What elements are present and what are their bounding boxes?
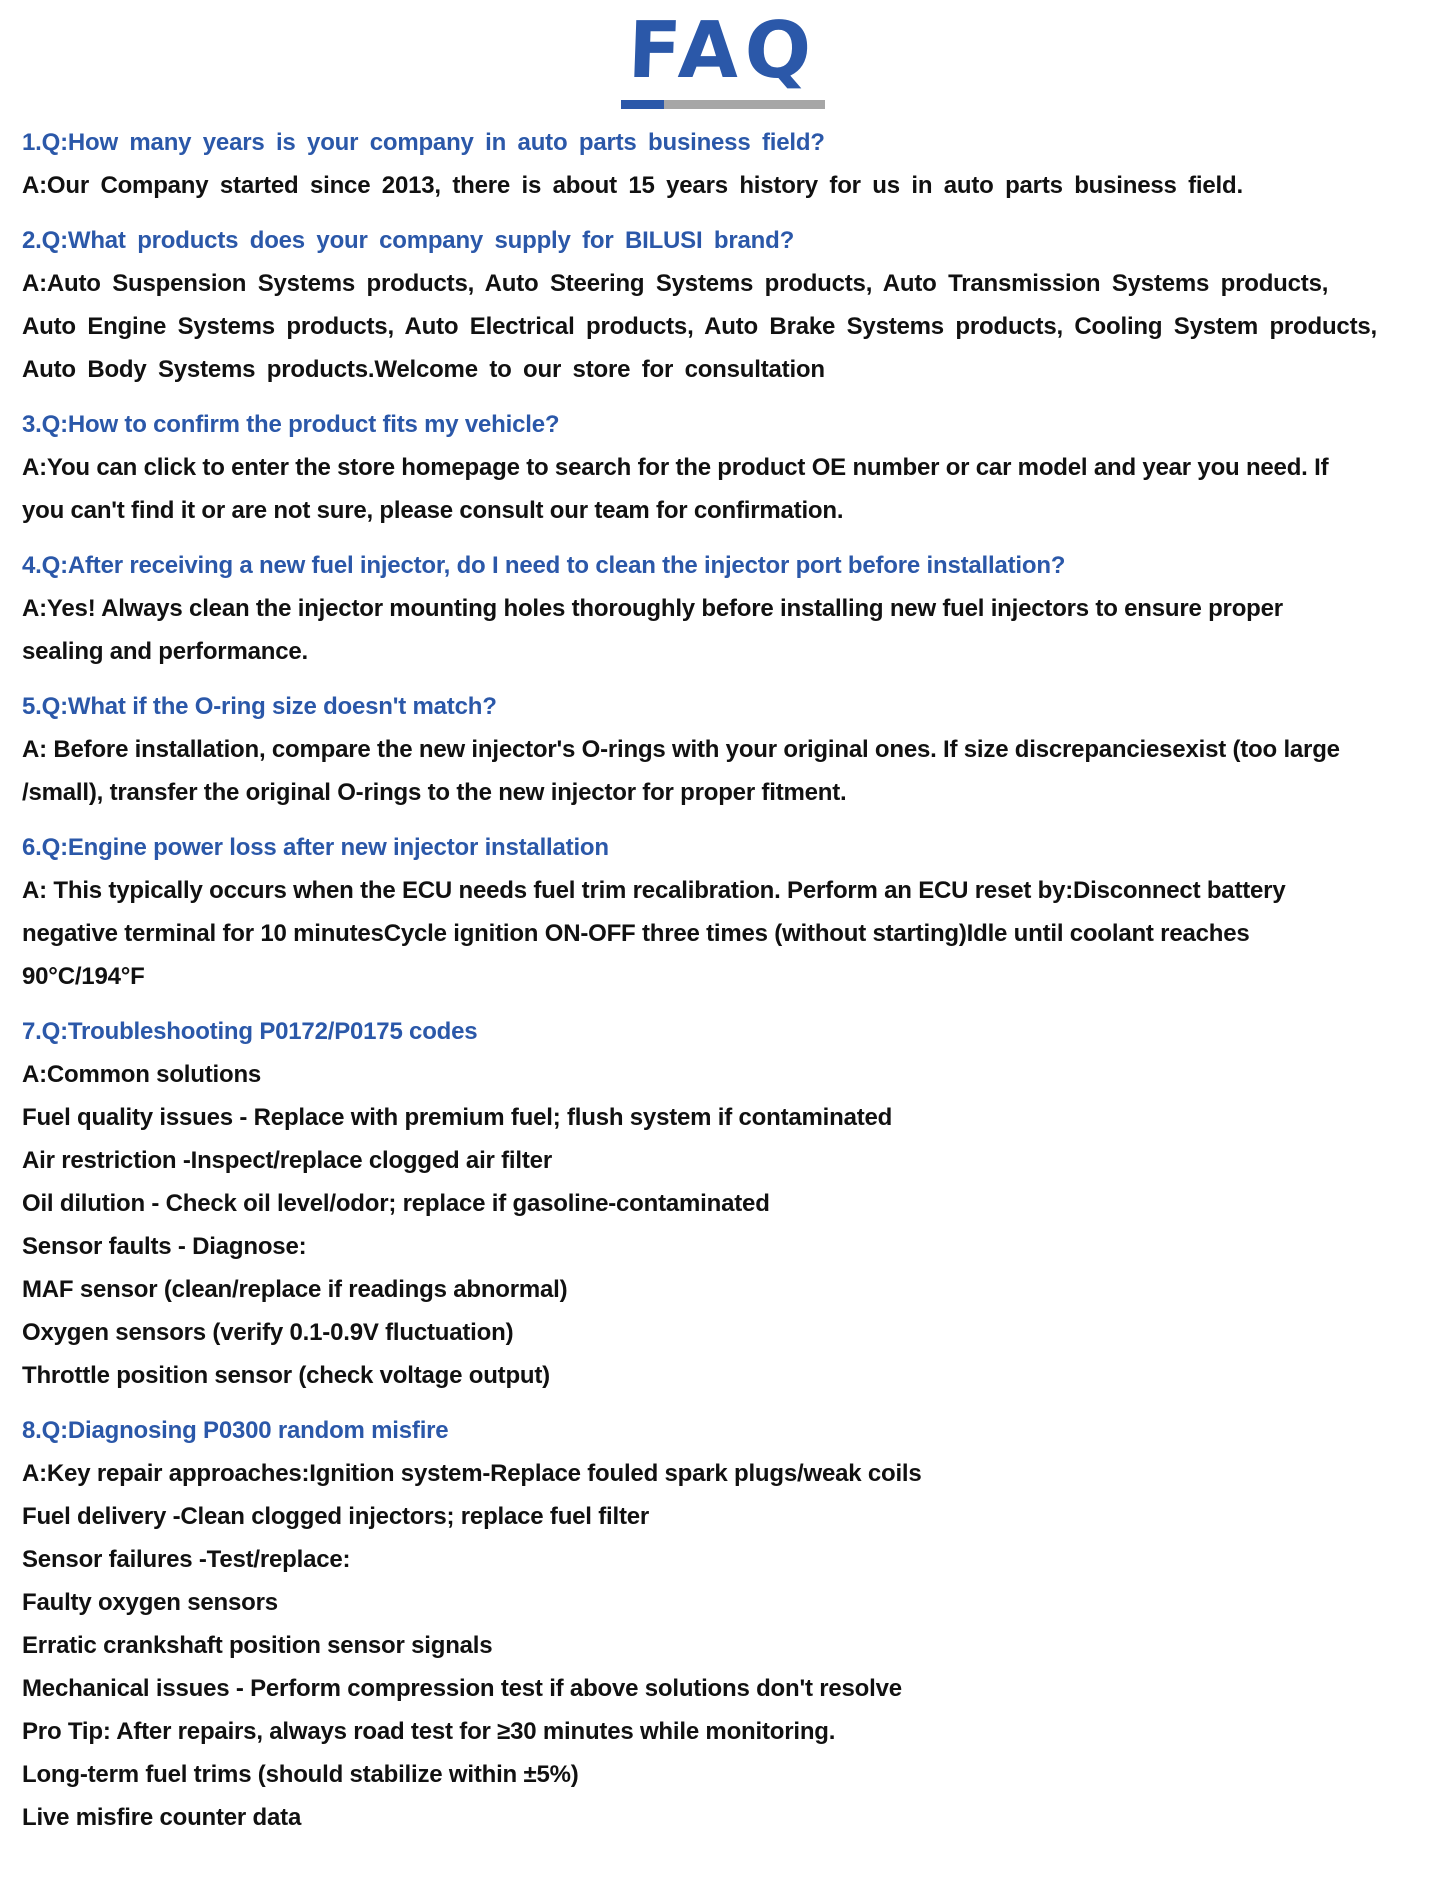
answer-line: Throttle position sensor (check voltage output) bbox=[22, 1362, 550, 1389]
page-title: FAQ bbox=[626, 6, 819, 96]
question-text: 6.Q:Engine power loss after new injector installation bbox=[22, 834, 609, 861]
question-text: 1.Q:How many years is your company in auto parts business field? bbox=[22, 129, 825, 156]
answer-line: negative terminal for 10 minutesCycle ignition ON-OFF three times (without starting)Idle until coolant reaches bbox=[22, 920, 1250, 947]
answer-line: Air restriction -Inspect/replace clogged air filter bbox=[22, 1147, 552, 1174]
faq-item bbox=[22, 403, 1425, 532]
divider-accent-segment bbox=[621, 100, 664, 109]
question-text: 4.Q:After receiving a new fuel injector, do I need to clean the injector port before installation? bbox=[22, 552, 1066, 579]
faq-header bbox=[0, 0, 1445, 109]
answer-line: Sensor faults - Diagnose: bbox=[22, 1233, 307, 1260]
faq-list bbox=[0, 109, 1445, 1839]
answer-line: A: Before installation, compare the new injector's O-rings with your original ones. If size discrepanciesexist (too large bbox=[22, 736, 1340, 763]
faq-item bbox=[22, 685, 1425, 814]
faq-item bbox=[22, 826, 1425, 998]
faq-item bbox=[22, 1010, 1425, 1397]
answer-line: Faulty oxygen sensors bbox=[22, 1589, 278, 1616]
answer-line: Erratic crankshaft position sensor signals bbox=[22, 1632, 493, 1659]
faq-item bbox=[22, 1409, 1425, 1839]
answer-line: A:Our Company started since 2013, there is about 15 years history for us in auto parts business field. bbox=[22, 172, 1243, 199]
title-divider bbox=[621, 100, 825, 109]
answer-line: A:Auto Suspension Systems products, Auto Steering Systems products, Auto Transmission Systems products, bbox=[22, 270, 1329, 297]
question-text: 2.Q:What products does your company supply for BILUSI brand? bbox=[22, 227, 795, 254]
question-text: 8.Q:Diagnosing P0300 random misfire bbox=[22, 1417, 449, 1444]
answer-line: Mechanical issues - Perform compression test if above solutions don't resolve bbox=[22, 1675, 902, 1702]
answer-line: Pro Tip: After repairs, always road test for ≥30 minutes while monitoring. bbox=[22, 1718, 836, 1745]
answer-line: Oil dilution - Check oil level/odor; replace if gasoline-contaminated bbox=[22, 1190, 770, 1217]
faq-item bbox=[22, 121, 1425, 207]
answer-line: you can't find it or are not sure, please consult our team for confirmation. bbox=[22, 497, 844, 524]
answer-line: 90°C/194°F bbox=[22, 963, 145, 990]
answer-line: Auto Engine Systems products, Auto Electrical products, Auto Brake Systems products, Cooling System products, bbox=[22, 313, 1377, 340]
question-text: 5.Q:What if the O-ring size doesn't match? bbox=[22, 693, 497, 720]
answer-line: sealing and performance. bbox=[22, 638, 308, 665]
divider-gray-segment bbox=[664, 100, 825, 109]
answer-line: Sensor failures -Test/replace: bbox=[22, 1546, 351, 1573]
faq-item bbox=[22, 544, 1425, 673]
answer-line: Fuel quality issues - Replace with premium fuel; flush system if contaminated bbox=[22, 1104, 893, 1131]
answer-line: Live misfire counter data bbox=[22, 1804, 302, 1831]
answer-line: MAF sensor (clean/replace if readings abnormal) bbox=[22, 1276, 568, 1303]
answer-line: Oxygen sensors (verify 0.1-0.9V fluctuation) bbox=[22, 1319, 514, 1346]
answer-line: Long-term fuel trims (should stabilize within ±5%) bbox=[22, 1761, 579, 1788]
faq-item bbox=[22, 219, 1425, 391]
answer-line: A:Key repair approaches:Ignition system-Replace fouled spark plugs/weak coils bbox=[22, 1460, 922, 1487]
question-text: 3.Q:How to confirm the product fits my vehicle? bbox=[22, 411, 560, 438]
answer-line: Fuel delivery -Clean clogged injectors; replace fuel filter bbox=[22, 1503, 650, 1530]
answer-line: A:Common solutions bbox=[22, 1061, 262, 1088]
answer-line: A:Yes! Always clean the injector mounting holes thoroughly before installing new fuel injectors to ensure proper bbox=[22, 595, 1283, 622]
answer-line: /small), transfer the original O-rings to the new injector for proper fitment. bbox=[22, 779, 847, 806]
answer-line: A: This typically occurs when the ECU needs fuel trim recalibration. Perform an ECU reset by:Disconnect battery bbox=[22, 877, 1286, 904]
answer-line: Auto Body Systems products.Welcome to our store for consultation bbox=[22, 356, 825, 383]
answer-line: A:You can click to enter the store homepage to search for the product OE number or car model and year you need. If bbox=[22, 454, 1329, 481]
question-text: 7.Q:Troubleshooting P0172/P0175 codes bbox=[22, 1018, 478, 1045]
